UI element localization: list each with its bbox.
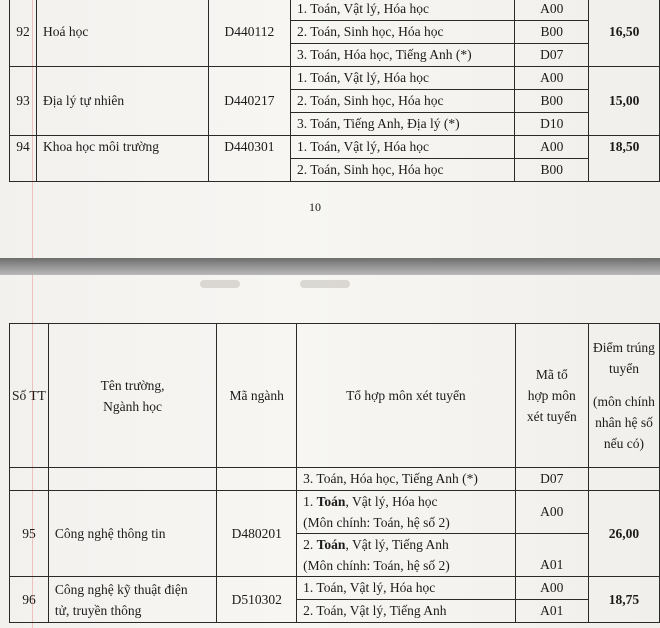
table-row — [10, 0, 660, 21]
table-row — [10, 67, 660, 90]
subject-combination: 2. Toán, Sinh học, Hóa học — [290, 21, 514, 44]
combination-line — [303, 491, 508, 512]
header-score — [588, 324, 659, 468]
combination-code: D07 — [515, 44, 589, 67]
major-code: D440217 — [208, 67, 290, 136]
page-number: 10 — [309, 200, 321, 214]
empty-cell — [10, 468, 49, 491]
empty-cell — [217, 468, 297, 491]
combo-prefix: 1. — [303, 494, 317, 509]
combination-line — [303, 534, 508, 555]
main-subject: Toán — [316, 537, 346, 552]
major-name: Công nghệ thông tin — [48, 491, 216, 577]
cutoff-score: 18,75 — [588, 577, 659, 623]
combination-code: A01 — [515, 600, 588, 623]
combination-code: A00 — [515, 491, 588, 534]
row-number: 93 — [10, 67, 37, 136]
combination-code: A00 — [515, 136, 589, 159]
header-combination: Tổ hợp môn xét tuyển — [297, 324, 515, 468]
table-row — [10, 491, 660, 534]
combination-code: D10 — [515, 113, 589, 136]
header-no — [10, 324, 49, 468]
subject-combination: 3. Toán, Hóa học, Tiếng Anh (*) — [297, 468, 515, 491]
combination-code: B00 — [515, 90, 589, 113]
table-header-row — [10, 324, 660, 468]
empty-cell — [48, 468, 216, 491]
header-score-line: Điểm trúng — [593, 340, 655, 355]
combination-code: B00 — [515, 21, 589, 44]
subject-combination: 2. Toán, Sinh học, Hóa học — [290, 159, 514, 182]
combination-code: A00 — [515, 0, 589, 21]
header-code: Mã ngành — [217, 324, 297, 468]
header-group-line: hợp môn — [527, 388, 576, 403]
subject-combination — [297, 534, 515, 577]
subject-combination: 1. Toán, Vật lý, Hóa học — [290, 67, 514, 90]
row-number: 92 — [10, 0, 37, 67]
header-group-line: xét tuyển — [526, 409, 577, 424]
table-row — [10, 136, 660, 159]
cutoff-score: 26,00 — [588, 491, 659, 577]
cutoff-score: 18,50 — [589, 136, 660, 182]
subject-combination — [297, 491, 515, 534]
header-name-line: Tên trường, — [100, 377, 165, 393]
major-name: Khoa học môi trường — [36, 136, 208, 182]
major-code: D440301 — [208, 136, 290, 182]
combination-code: A00 — [515, 67, 589, 90]
row-number: 96 — [10, 577, 49, 623]
row-number: 95 — [10, 491, 49, 577]
subject-combination: 2. Toán, Vật lý, Tiếng Anh — [297, 600, 515, 623]
combination-code: A01 — [515, 534, 588, 577]
major-name: Địa lý tự nhiên — [36, 67, 208, 136]
combination-code: D07 — [515, 468, 588, 491]
row-number: 94 — [10, 136, 37, 182]
table-row — [10, 468, 660, 491]
subject-combination: 1. Toán, Vật lý, Hóa học — [297, 577, 515, 600]
major-code: D440112 — [208, 0, 290, 67]
main-subject: Toán — [316, 494, 346, 509]
combo-rest: , Vật lý, Hóa học — [345, 494, 438, 509]
major-name-line: Công nghệ kỹ thuật điện — [54, 581, 188, 597]
header-name-line: Ngành học — [103, 398, 163, 414]
major-name — [48, 577, 216, 623]
header-score-line: nếu có) — [603, 436, 645, 451]
subject-combination: 3. Toán, Hóa học, Tiếng Anh (*) — [290, 44, 514, 67]
major-code: D480201 — [217, 491, 297, 577]
header-group-line: Mã tổ — [535, 367, 568, 382]
main-subject-note: (Môn chính: Toán, hệ số 2) — [303, 558, 450, 573]
major-code: D510302 — [217, 577, 297, 623]
page-separator — [0, 258, 660, 275]
empty-cell — [588, 468, 659, 491]
cutoff-score: 16,50 — [589, 0, 660, 67]
combination-code: A00 — [515, 577, 588, 600]
admission-table-upper — [9, 0, 660, 182]
header-name — [48, 324, 216, 468]
table-row — [10, 577, 660, 600]
major-name-line: tử, truyền thông — [54, 602, 142, 618]
admission-table-lower — [9, 323, 660, 623]
combination-code: B00 — [515, 159, 589, 182]
header-no-text: Số TT — [12, 387, 46, 403]
document-page-lower — [0, 275, 660, 628]
major-name: Hoá học — [36, 0, 208, 67]
header-score-line: tuyển — [608, 361, 639, 376]
header-score-line: (môn chính — [593, 394, 655, 409]
document-page-upper — [0, 0, 660, 258]
subject-combination: 2. Toán, Sinh học, Hóa học — [290, 90, 514, 113]
cutoff-score: 15,00 — [589, 67, 660, 136]
combo-rest: , Vật lý, Tiếng Anh — [345, 537, 449, 552]
bleed-through-mark — [200, 280, 240, 288]
bleed-through-mark — [300, 280, 350, 288]
main-subject-note: (Môn chính: Toán, hệ số 2) — [303, 515, 450, 530]
header-score-line: nhân hệ số — [595, 415, 653, 430]
subject-combination: 1. Toán, Vật lý, Hóa học — [290, 0, 514, 21]
combo-prefix: 2. — [303, 537, 317, 552]
subject-combination: 1. Toán, Vật lý, Hóa học — [290, 136, 514, 159]
header-group — [515, 324, 588, 468]
subject-combination: 3. Toán, Tiếng Anh, Địa lý (*) — [290, 113, 514, 136]
